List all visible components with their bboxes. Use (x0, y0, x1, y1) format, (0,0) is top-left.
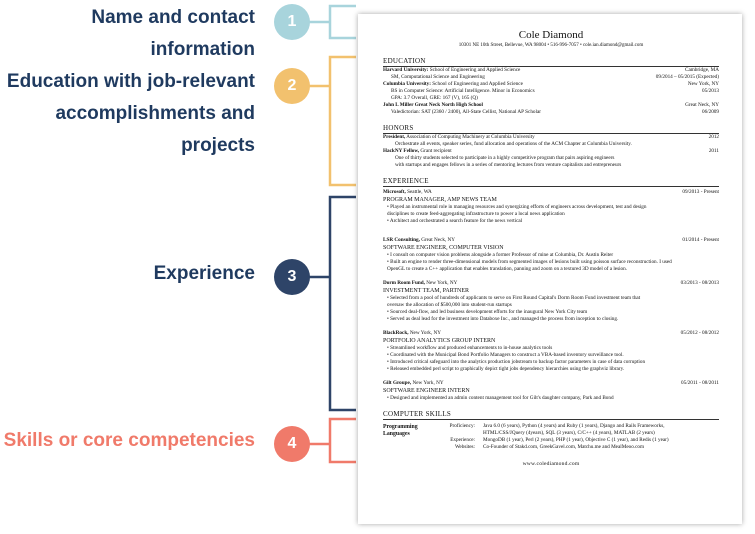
honor-row (383, 134, 719, 141)
resume-contact: 10301 NE 10th Street, Bellevue, WA 98004 • 516-996-7057 • cole.ian.diamond@gmail.com (458, 43, 644, 48)
skills-value: MongoDB (1 year), Perl (2 years), PHP (1 year), Objective C (1 year), and Redis (1 year) (483, 437, 669, 443)
job-header (383, 380, 719, 387)
job-bullet: • Designed and implemented an admin content management tool for Gilt's daughter company, Park and Bond (387, 395, 614, 401)
education-row (383, 74, 719, 81)
skills-section (383, 423, 719, 451)
honor-org: Association of Computing Machinery at Columbia University (405, 134, 535, 140)
job-header (383, 330, 719, 337)
job-bullet: • Released embedded perl script to graphically depict tight jobs dependency hierarchies using the graphviz library. (387, 366, 625, 372)
annotation-1-text (91, 2, 255, 66)
education-detail: School of Engineering and Applied Science (429, 67, 521, 73)
job-bullet: OpenGL to create a C++ application that enables translation, panning and zoom on a textured 3D model of a lesion. (387, 266, 628, 272)
education-right: 09/2014 – 05/2015 (Expected) (655, 74, 719, 80)
honors-heading: HONORS (383, 124, 719, 134)
job-bullet: • Selected from a pool of hundreds of applicants to serve on First Round Capital's Dorm Room Fund investment team that (387, 295, 641, 301)
annotation-4-badge: 4 (274, 426, 310, 462)
honor-head: HackNY Fellow, (383, 148, 420, 154)
education-detail: BS in Computer Science: Artificial Intelligence. Minor in Economics (391, 88, 535, 94)
skills-heading: COMPUTER SKILLS (383, 410, 719, 420)
skills-row (435, 444, 719, 451)
job-bullet: • Sourced deal-flow, and led business development efforts for the inaugural New York City team (387, 309, 588, 315)
education-school: Harvard University: (383, 67, 429, 73)
annotation-2-line-2: accomplishments and projects (55, 103, 255, 156)
job-bullet: • I consult on computer vision problems alongside a former Professor of mine at Columbia, Dr. Austin Reiter (387, 252, 614, 258)
job-bullet: • Coordinated with the Municipal Bond Portfolio Managers to construct a VBA-based inventory surveillance tool. (387, 352, 624, 358)
resume-page (358, 14, 742, 524)
honor-row (383, 148, 719, 155)
resume-name: Cole Diamond (518, 29, 584, 41)
annotation-3-text (154, 258, 255, 290)
job-location: Great Neck, NY (419, 237, 456, 243)
job-location: New York, NY (424, 280, 458, 286)
job-location: Seattle, WA (405, 189, 432, 195)
skills-row (435, 430, 719, 437)
job-entry (383, 189, 719, 225)
job-dates: 03/2013 - 08/2013 (680, 280, 719, 286)
skills-row (435, 423, 719, 430)
education-row (383, 67, 719, 74)
job-entry (383, 380, 719, 402)
honor-head: President, (383, 134, 406, 140)
bracket-4 (330, 419, 356, 462)
skills-key: Proficiency: (449, 423, 475, 429)
annotation-4-line-1: Skills or core competencies (3, 430, 255, 451)
job-header (383, 237, 719, 244)
job-title: PORTFOLIO ANALYTICS GROUP INTERN (383, 338, 496, 344)
honors-section (383, 134, 719, 169)
job-location: New York, NY (411, 380, 444, 386)
bracket-1 (330, 6, 356, 38)
job-bullet: • Built an engine to render three-dimensional models from segmented images of lesions built using poisson surface reconstruction. I used (387, 259, 672, 265)
job-bullet: • Architect and orchestrated a search feature for the news vertical (387, 218, 523, 224)
education-right: New York, NY (687, 81, 719, 87)
job-company: Gilt Groupe, (383, 380, 412, 386)
job-bullet: disciplines to create feed-aggregating infrastructure to power a local news application (387, 211, 565, 217)
education-school: John L Miller Great Neck North High School (383, 102, 483, 108)
honor-desc: with startups and engages fellows in a series of mentoring lectures from venture capitalists and entrepreneurs (395, 162, 622, 168)
education-row (383, 102, 719, 109)
job-entry (383, 330, 719, 373)
education-detail: Valedictorian: SAT (2360 / 2400), All-State Cellist, National AP Scholar (391, 109, 541, 115)
job-title: INVESTMENT TEAM, PARTNER (383, 288, 470, 294)
job-title: SOFTWARE ENGINEER INTERN (383, 388, 470, 394)
education-school: Columbia University: (383, 81, 431, 87)
job-dates: 05/2011 - 08/2011 (681, 380, 719, 386)
skills-value: HTML/CSS/JQuery (4years), SQL (3 years), C/C++ (4 years), MATLAB (2 years) (483, 430, 655, 436)
job-bullet: • Streamlined workflow and produced enhancements to in-house analytics tools (387, 345, 553, 351)
job-bullet: oversaw the allocation of $500,000 into student-run startups (387, 302, 512, 308)
education-row (383, 88, 719, 95)
job-location: New York, NY (408, 330, 441, 336)
honor-desc: One of thirty students selected to participate in a highly competitive program that pairs aspiring engineers (395, 155, 615, 161)
job-dates: 01/2014 - Present (682, 237, 719, 243)
annotation-2-text (0, 66, 255, 162)
job-title: SOFTWARE ENGINEER, COMPUTER VISION (383, 245, 504, 251)
education-detail: SM, Computational Science and Engineering (391, 74, 485, 80)
resume-website[interactable]: www.colediamond.com (522, 461, 580, 467)
education-right: Cambridge, MA (684, 67, 719, 73)
honor-org: Grant recipient (419, 148, 452, 154)
education-right: 06/2009 (701, 109, 719, 115)
job-entry (383, 280, 719, 323)
education-row (383, 109, 719, 116)
skills-value: Java 6.0 (6 years), Python (4 years) and Ruby (1 years), Django and Rails Frameworks, (483, 423, 665, 429)
job-title: PROGRAM MANAGER, AMP NEWS TEAM (383, 197, 497, 203)
skills-row (435, 437, 719, 444)
job-dates: 05/2012 - 08/2012 (680, 330, 719, 336)
annotation-2-badge: 2 (274, 68, 310, 104)
annotation-1-line-1: Name and contact (91, 7, 255, 28)
job-header (383, 189, 719, 196)
education-detail: School of Engineering and Applied Science (432, 81, 523, 87)
education-heading: EDUCATION (383, 57, 719, 67)
annotation-3-badge: 3 (274, 259, 310, 295)
education-section (383, 67, 719, 116)
skills-key (435, 430, 483, 437)
job-bullet: • Played an instrumental role in managing resources and synergizing efforts of engineers across development, test and design (387, 204, 647, 210)
job-header (383, 280, 719, 287)
job-company: LSR Consulting, (383, 237, 420, 243)
job-entry (383, 237, 719, 273)
job-bullet: • Introduced critical safeguard into the analytics production jobstream to backup factor parameters in case of data corruption (387, 359, 646, 365)
education-row (383, 95, 719, 102)
experience-section (383, 189, 719, 402)
bracket-3 (330, 197, 356, 410)
annotation-3-line-1: Experience (153, 263, 255, 284)
annotation-1-line-2: information (150, 39, 255, 60)
annotation-1-badge: 1 (274, 4, 310, 40)
annotation-2-line-1: Education with job-relevant (6, 71, 255, 92)
bracket-2 (330, 57, 356, 185)
honor-desc: Orchestrate all events, speaker series, fund allocation and operations of the ACM Chapter at Columbia University. (395, 141, 632, 147)
annotation-4-text (4, 425, 255, 457)
honor-year: 2011 (708, 148, 719, 154)
honor-year: 2012 (708, 134, 719, 140)
job-dates: 09/2013 - Present (682, 189, 719, 195)
education-right: 05/2013 (701, 88, 719, 94)
job-bullet: • Served as deal lead for the investment into Databoxe Inc., and managed the process from inception to closing. (387, 316, 619, 322)
experience-heading: EXPERIENCE (383, 177, 719, 187)
job-company: BlackRock, (383, 330, 409, 336)
resume-content (383, 29, 719, 468)
skills-label: Programming Languages (383, 424, 418, 437)
job-company: Microsoft, (383, 189, 406, 195)
skills-table (435, 423, 719, 451)
job-company: Dorm Room Fund, (383, 280, 425, 286)
skills-value: Co-Founder of Stakd.com, GreekGavel.com, Matchu.me and MealMeoo.com (483, 444, 645, 450)
education-right: Great Neck, NY (685, 102, 719, 108)
education-detail: GPA: 3.7 Overall, GRE: 167 (V), 165 (Q) (391, 95, 478, 101)
education-row (383, 81, 719, 88)
skills-key: Websites: (454, 444, 475, 450)
skills-key: Experience: (450, 437, 475, 443)
